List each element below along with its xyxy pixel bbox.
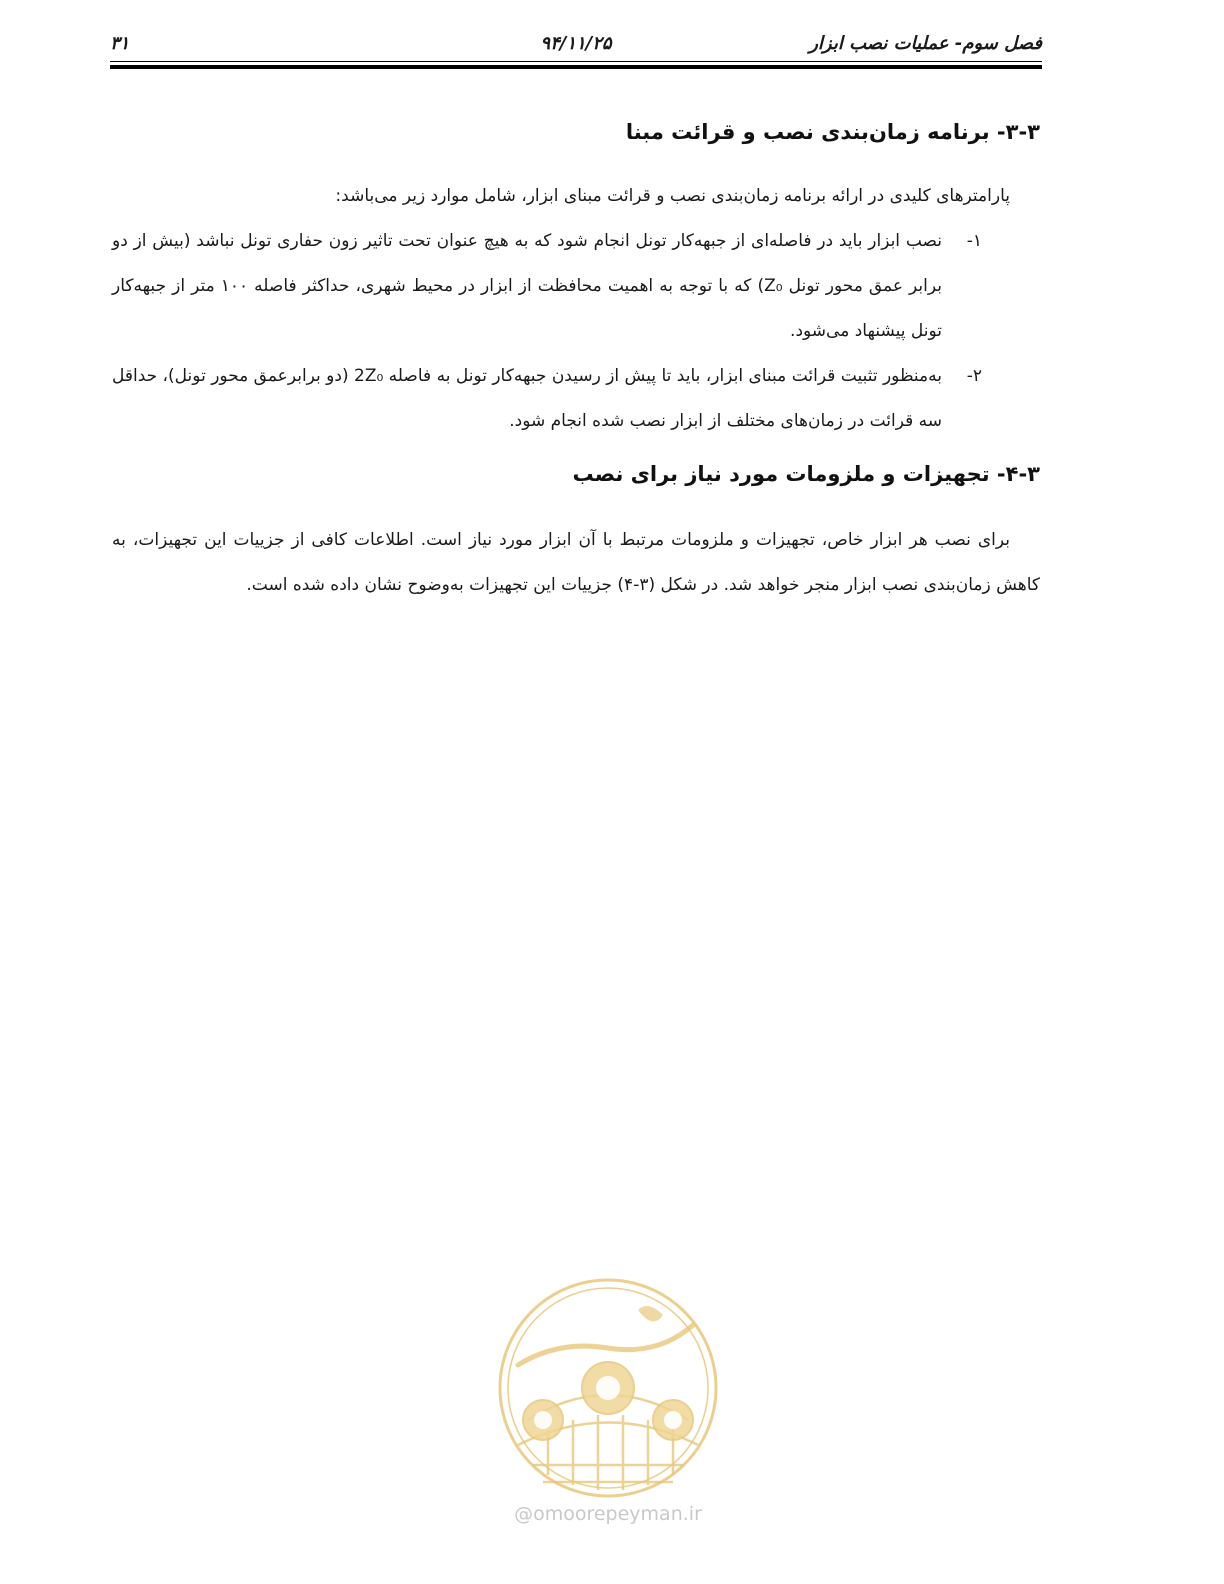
section-intro: پارامترهای کلیدی در ارائه برنامه زمان‌بندی نصب و قرائت مبنای ابزار، شامل موارد زیر می‌باشد: (335, 186, 1010, 206)
list-item-text: نصب ابزار باید در فاصله‌ای از جبهه‌کار تونل انجام شود که به هیچ عنوان تحت تاثیر زون حفاری تونل نباشد (بیش از دو برابر عمق محور تونل Z₀) که با توجه به اهمیت محافظت از ابزار در محیط شهری، حداکثر فاصله ۱۰۰ متر از جبهه‌کار تونل پیشنهاد می‌شود. (112, 231, 942, 341)
list-item (112, 219, 1040, 354)
list-item (112, 354, 1040, 444)
list-item-text: به‌منظور تثبیت قرائت مبنای ابزار، باید تا پیش از رسیدن جبهه‌کار تونل به فاصله 2Z₀ (دو برابرعمق محور تونل)، حداقل سه قرائت در زمان‌های مختلف از ابزار نصب شده انجام شود. (112, 366, 942, 431)
list-item-number: ۲- (966, 366, 982, 386)
section-heading-4-3: ۴-۳- تجهیزات و ملزومات مورد نیاز برای نصب (572, 462, 1040, 486)
watermark-logo (488, 1270, 728, 1540)
parameter-list (112, 219, 1040, 444)
page-content (112, 110, 1040, 608)
section-body: برای نصب هر ابزار خاص، تجهیزات و ملزومات مرتبط با آن ابزار مورد نیاز است. اطلاعات کافی از جزییات این تجهیزات، به کاهش زمان‌بندی نصب ابزار منجر خواهد شد. در شکل (۳-۴) جزییات این تجهیزات به‌وضوح نشان داده شده است. (112, 530, 1040, 595)
section-heading-3-3: ۳-۳- برنامه زمان‌بندی نصب و قرائت مبنا (625, 120, 1040, 144)
list-item-number: ۱- (966, 231, 982, 251)
header-rule-thin (110, 61, 1042, 62)
watermark-seal-icon (488, 1270, 728, 1510)
page-header (110, 28, 1042, 62)
watermark-url: @omoorepeyman.ir (514, 1503, 702, 1525)
chapter-title: فصل سوم- عملیات نصب ابزار (809, 33, 1042, 54)
page-number: ۳۱ (110, 33, 130, 54)
header-date: ۹۴/۱۱/۲۵ (540, 33, 612, 54)
header-rule-thick (110, 65, 1042, 69)
